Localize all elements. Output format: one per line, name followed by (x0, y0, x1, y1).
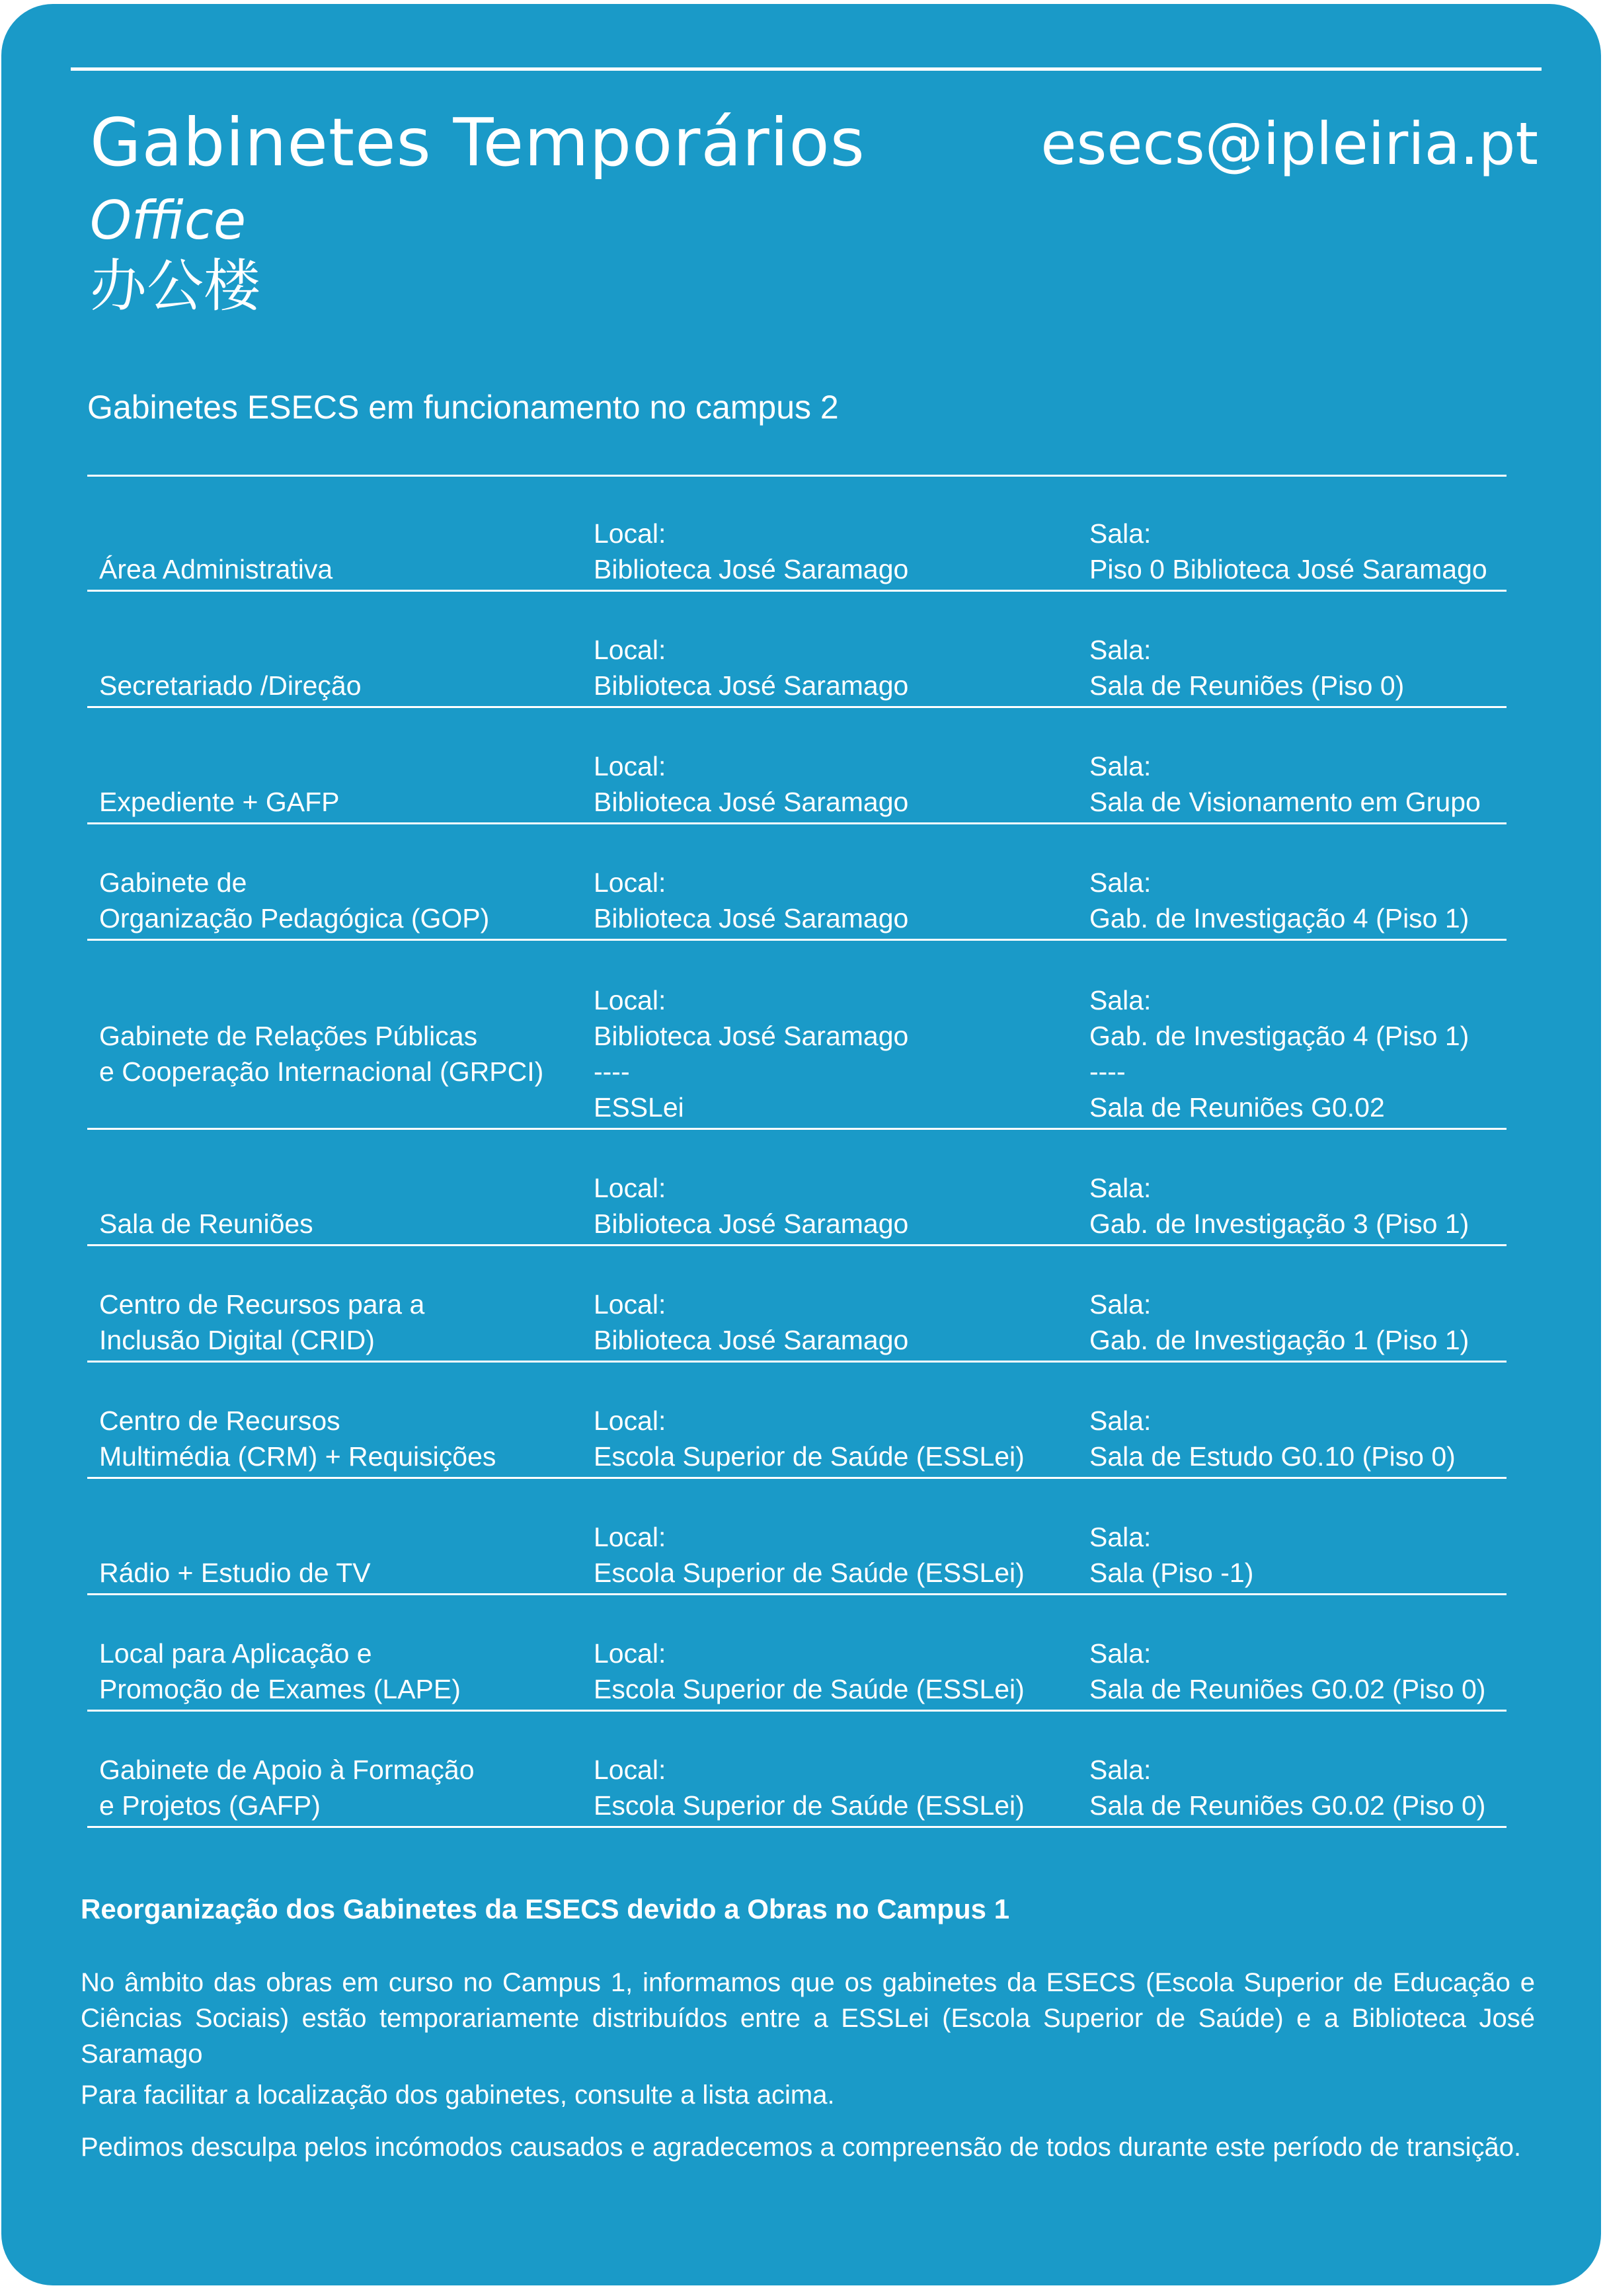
chinese-title: 办公楼 (90, 253, 260, 319)
office-room: Sala: Gab. de Investigação 4 (Piso 1) ---- Sala de Reuniões G0.02 (1089, 985, 1469, 1123)
intro-text: Gabinetes ESECS em funcionamento no campus 2 (87, 389, 839, 426)
office-name: Rádio + Estudio de TV (99, 1558, 371, 1588)
office-location: Local: Biblioteca José Saramago (594, 1173, 909, 1239)
table-row (87, 592, 1507, 708)
table-row (87, 1712, 1507, 1828)
office-room: Sala: Sala de Reuniões G0.02 (Piso 0) (1089, 1755, 1486, 1821)
page-title: Gabinetes Temporários (90, 104, 865, 181)
office-name: Área Administrativa (99, 554, 333, 584)
table-row (87, 1479, 1507, 1595)
office-room: Sala: Sala (Piso -1) (1089, 1522, 1254, 1588)
office-name: Sala de Reuniões (99, 1208, 313, 1239)
table-row (87, 824, 1507, 941)
office-location: Local: Biblioteca José Saramago (594, 867, 909, 933)
notice-paragraph-2: Para facilitar a localização dos gabinetes, consulte a lista acima. (81, 2080, 835, 2110)
top-divider (71, 67, 1542, 71)
table-row (87, 941, 1507, 1130)
office-name: Expediente + GAFP (99, 787, 340, 817)
notice-paragraph-1: No âmbito das obras em curso no Campus 1, informamos que os gabinetes da ESECS (Escola Superior de Educação e Ciências Sociais) estão temporariamente distribuídos entre a ESSLei (Escola Superior de Saúde) e a Biblioteca José Saramago (81, 1968, 1535, 2069)
office-name: Local para Aplicação e Promoção de Exames (LAPE) (99, 1638, 461, 1704)
office-location: Local: Biblioteca José Saramago (594, 1289, 909, 1355)
office-room: Sala: Sala de Reuniões (Piso 0) (1089, 635, 1405, 701)
contact-email[interactable]: esecs@ipleiria.pt (1040, 110, 1538, 178)
office-room: Sala: Gab. de Investigação 1 (Piso 1) (1089, 1289, 1469, 1355)
office-location: Local: Escola Superior de Saúde (ESSLei) (594, 1638, 1025, 1704)
page-subtitle: Office (90, 190, 247, 251)
office-name: Gabinete de Apoio à Formação e Projetos (GAFP) (99, 1755, 475, 1821)
office-room: Sala: Gab. de Investigação 4 (Piso 1) (1089, 867, 1469, 933)
office-room: Sala: Sala de Reuniões G0.02 (Piso 0) (1089, 1638, 1486, 1704)
table-row (87, 477, 1507, 592)
office-location: Local: Biblioteca José Saramago (594, 635, 909, 701)
office-location: Local: Escola Superior de Saúde (ESSLei) (594, 1755, 1025, 1821)
notice-card (1, 4, 1601, 2285)
office-room: Sala: Gab. de Investigação 3 (Piso 1) (1089, 1173, 1469, 1239)
office-name: Centro de Recursos para a Inclusão Digital (CRID) (99, 1289, 425, 1355)
table-row (87, 708, 1507, 824)
office-name: Gabinete de Organização Pedagógica (GOP) (99, 867, 490, 933)
office-name: Secretariado /Direção (99, 670, 362, 701)
office-name: Gabinete de Relações Públicas e Cooperação Internacional (GRPCI) (99, 1021, 544, 1087)
office-location: Local: Biblioteca José Saramago (594, 751, 909, 817)
notice-heading: Reorganização dos Gabinetes da ESECS devido a Obras no Campus 1 (81, 1893, 1010, 1924)
office-location: Local: Biblioteca José Saramago ---- ESSLei (594, 985, 909, 1123)
office-location: Local: Escola Superior de Saúde (ESSLei) (594, 1522, 1025, 1588)
table-row (87, 1130, 1507, 1246)
office-room: Sala: Sala de Estudo G0.10 (Piso 0) (1089, 1405, 1456, 1472)
table-row (87, 1246, 1507, 1363)
notice-paragraph-3: Pedimos desculpa pelos incómodos causados e agradecemos a compreensão de todos durante este período de transição. (81, 2133, 1522, 2162)
office-name: Centro de Recursos Multimédia (CRM) + Requisições (99, 1405, 496, 1472)
office-table (87, 477, 1507, 1828)
office-location: Local: Biblioteca José Saramago (594, 518, 909, 584)
table-row (87, 1595, 1507, 1712)
office-location: Local: Escola Superior de Saúde (ESSLei) (594, 1405, 1025, 1472)
office-room: Sala: Piso 0 Biblioteca José Saramago (1089, 518, 1487, 584)
table-row (87, 1363, 1507, 1479)
office-room: Sala: Sala de Visionamento em Grupo (1089, 751, 1481, 817)
